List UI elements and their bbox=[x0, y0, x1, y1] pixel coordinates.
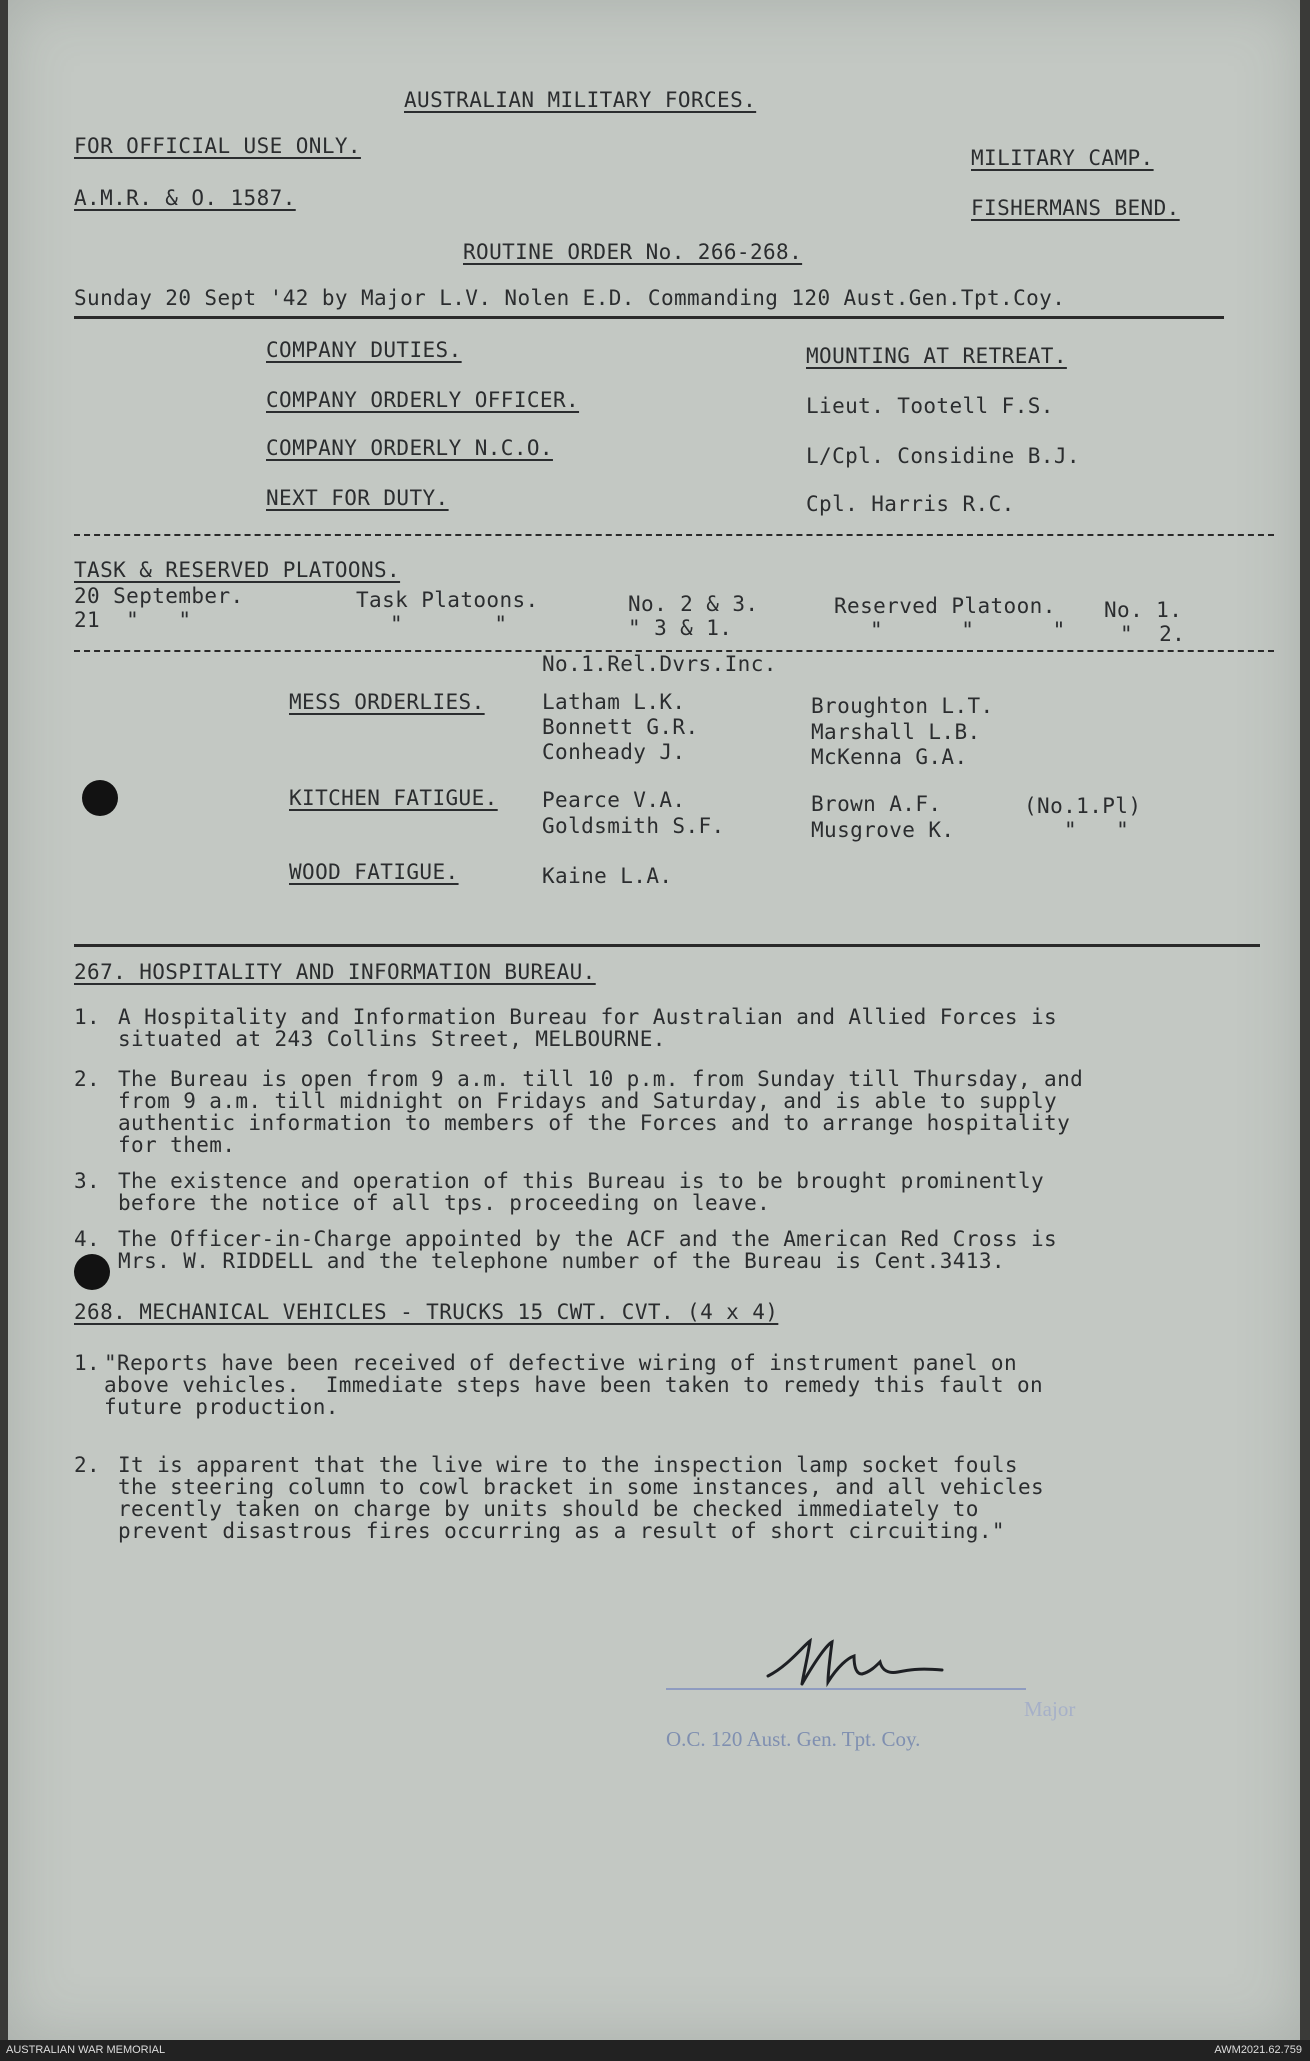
location-camp: MILITARY CAMP. bbox=[971, 146, 1154, 170]
punch-hole bbox=[74, 1254, 110, 1290]
official-use-label: FOR OFFICIAL USE ONLY. bbox=[74, 134, 361, 158]
paragraph-text: It is apparent that the live wire to the inspection lamp socket fouls the steering column to cowl bracket in some instances, and all vehicles recently taken on charge by units should be checked immediately to prevent disastrous fires occurring as a result of short circuiting." bbox=[118, 1453, 1045, 1543]
paragraph-text: The existence and operation of this Bureau is to be brought prominently before the notice of all tps. proceeding on leave. bbox=[118, 1169, 1045, 1215]
kitchen-name: Goldsmith S.F. bbox=[542, 814, 725, 838]
kitchen-name: Pearce V.A. bbox=[542, 788, 686, 812]
document-title: AUSTRALIAN MILITARY FORCES. bbox=[404, 88, 757, 112]
kitchen-fatigue-label: KITCHEN FATIGUE. bbox=[289, 786, 498, 810]
paragraph-number: 3. bbox=[74, 1169, 101, 1193]
duty-role: NEXT FOR DUTY. bbox=[266, 486, 449, 510]
footer-catalogue-number: AWM2021.62.759 bbox=[1214, 2044, 1302, 2056]
kitchen-platoon-note: (No.1.Pl) bbox=[1024, 794, 1142, 818]
mess-name: Bonnett G.R. bbox=[542, 715, 699, 739]
duty-name: Cpl. Harris R.C. bbox=[806, 492, 1015, 516]
wood-name: Kaine L.A. bbox=[542, 864, 673, 888]
paragraph-text: A Hospitality and Information Bureau for Australian and Allied Forces is situated at 243 Collins Street, MELBOURNE. bbox=[118, 1005, 1058, 1051]
kitchen-name: Brown A.F. bbox=[811, 792, 942, 816]
paragraph-text: The Officer-in-Charge appointed by the ACF and the American Red Cross is Mrs. W. RIDDELL and the telephone number of the Bureau is Cent.3413. bbox=[118, 1227, 1058, 1273]
relief-drivers-note: No.1.Rel.Dvrs.Inc. bbox=[542, 652, 777, 676]
order-subtitle: Sunday 20 Sept '42 by Major L.V. Nolen E.D. Commanding 120 Aust.Gen.Tpt.Coy. bbox=[74, 286, 1066, 310]
order-title: ROUTINE ORDER No. 266-268. bbox=[463, 240, 803, 264]
stamp-unit: O.C. 120 Aust. Gen. Tpt. Coy. bbox=[666, 1727, 921, 1751]
paragraph-number: 2. bbox=[74, 1067, 101, 1091]
platoons-heading: TASK & RESERVED PLATOONS. bbox=[74, 558, 401, 582]
paragraph-text: "Reports have been received of defective wiring of instrument panel on above vehicles. Immediate steps have been taken to remedy this fault on future production. bbox=[104, 1351, 1044, 1419]
mess-name: Conheady J. bbox=[542, 740, 686, 764]
reserved-label: " " " bbox=[870, 618, 1066, 642]
footer-archive-name: AUSTRALIAN WAR MEMORIAL bbox=[6, 2044, 166, 2056]
paragraph-number: 4. bbox=[74, 1227, 101, 1251]
duty-name: Lieut. Tootell F.S. bbox=[806, 394, 1054, 418]
punch-hole bbox=[82, 780, 118, 816]
mess-name: Marshall L.B. bbox=[811, 720, 981, 744]
task-label: " " bbox=[390, 612, 508, 636]
subtitle-underline bbox=[74, 316, 1224, 319]
mounting-heading: MOUNTING AT RETREAT. bbox=[806, 344, 1067, 368]
document-page bbox=[8, 0, 1300, 2040]
stamp-rank: Major bbox=[1024, 1697, 1076, 1721]
task-label: Task Platoons. bbox=[356, 588, 539, 612]
section-268-heading: 268. MECHANICAL VEHICLES - TRUCKS 15 CWT. CVT. (4 x 4) bbox=[74, 1300, 779, 1324]
location-bend: FISHERMANS BEND. bbox=[971, 196, 1180, 220]
duty-role: COMPANY ORDERLY OFFICER. bbox=[266, 388, 580, 412]
reserved-number: " 2. bbox=[1120, 622, 1186, 646]
stamp-signature-line bbox=[666, 1688, 1026, 1690]
wood-fatigue-label: WOOD FATIGUE. bbox=[289, 860, 459, 884]
kitchen-name: Musgrove K. bbox=[811, 818, 955, 842]
paragraph-number: 1. bbox=[74, 1005, 101, 1029]
mess-name: Broughton L.T. bbox=[811, 694, 994, 718]
task-numbers: No. 2 & 3. bbox=[628, 592, 759, 616]
paragraph-text: The Bureau is open from 9 a.m. till 10 p.m. from Sunday till Thursday, and from 9 a.m. till midnight on Fridays and Saturday, and is able to supply authentic information to members of the Forces and to arrange hospitality for them. bbox=[118, 1067, 1084, 1157]
reference-number: A.M.R. & O. 1587. bbox=[74, 186, 296, 210]
paragraph-number: 1. bbox=[74, 1351, 101, 1375]
platoon-date: 20 September. bbox=[74, 584, 244, 608]
archive-footer bbox=[0, 2040, 1310, 2061]
section-divider bbox=[74, 944, 1260, 947]
duty-name: L/Cpl. Considine B.J. bbox=[806, 444, 1080, 468]
mess-orderlies-label: MESS ORDERLIES. bbox=[289, 690, 485, 714]
mess-name: Latham L.K. bbox=[542, 690, 686, 714]
signature bbox=[758, 1636, 958, 1696]
paragraph-number: 2. bbox=[74, 1453, 101, 1477]
reserved-number: No. 1. bbox=[1104, 598, 1183, 622]
duties-heading: COMPANY DUTIES. bbox=[266, 338, 462, 362]
reserved-label: Reserved Platoon. bbox=[834, 594, 1056, 618]
duty-role: COMPANY ORDERLY N.C.O. bbox=[266, 436, 553, 460]
platoon-date: 21 " " bbox=[74, 608, 192, 632]
section-267-heading: 267. HOSPITALITY AND INFORMATION BUREAU. bbox=[74, 960, 596, 984]
kitchen-platoon-note: " " bbox=[1064, 818, 1130, 842]
mess-name: McKenna G.A. bbox=[811, 745, 968, 769]
dashed-divider bbox=[74, 534, 1274, 536]
task-numbers: " 3 & 1. bbox=[628, 616, 733, 640]
